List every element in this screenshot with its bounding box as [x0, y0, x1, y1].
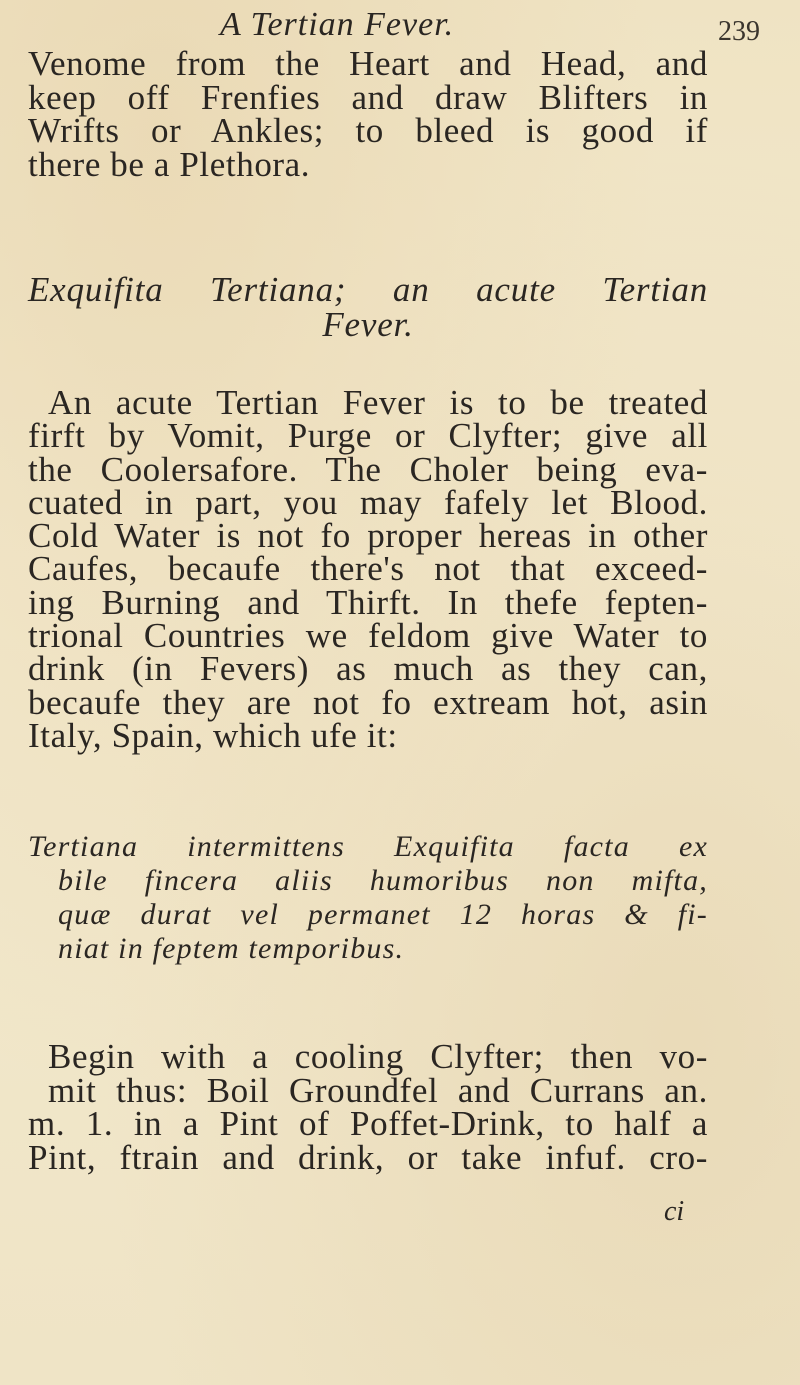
paragraph-1	[28, 44, 708, 184]
text-line: Italy, Spain, which ufe it:	[28, 715, 398, 755]
text-line: Begin with a cooling Clyfter; then vo-	[48, 1037, 708, 1076]
paragraph-3	[28, 1037, 708, 1177]
text-line: m. 1. in a Pint of Poffet-Drink, to half a	[28, 1104, 708, 1143]
heading-line: Fever.	[322, 305, 414, 344]
text-line: Pint, ftrain and drink, or take infuf. cro-	[28, 1137, 708, 1177]
heading-line: Exquifita Tertiana; an acute Tertian	[28, 270, 708, 309]
latin-line: quæ durat vel permanet 12 horas & fi-	[58, 898, 708, 931]
text-line: becaufe they are not fo extream hot, asin	[28, 682, 708, 722]
latin-passage	[28, 830, 708, 966]
text-line: ing Burning and Thirft. In thefe fepten-	[28, 582, 708, 622]
text-line: the Coolersafore. The Choler being eva-	[28, 449, 708, 489]
latin-line: bile fincera aliis humoribus non mifta,	[58, 864, 708, 897]
text-line: Cold Water is not fo proper hereas in other	[28, 516, 708, 556]
latin-line: Tertiana intermittens Exquifita facta ex	[28, 830, 708, 863]
catchword: ci	[664, 1196, 685, 1227]
text-line: Caufes, becaufe there's not that exceed-	[28, 549, 708, 589]
text-line: drink (in Fevers) as much as they can,	[28, 649, 708, 689]
paragraph-2	[28, 383, 708, 755]
page-header	[0, 6, 800, 46]
text-line: Wrifts or Ankles; to bleed is good if	[28, 111, 708, 150]
text-line: firft by Vomit, Purge or Clyfter; give all	[28, 416, 708, 456]
text-line: Venome from the Heart and Head, and	[28, 44, 708, 83]
text-line: An acute Tertian Fever is to be treated	[48, 383, 708, 422]
page-number: 239	[718, 16, 760, 47]
running-head: A Tertian Fever.	[220, 6, 455, 43]
text-line: trional Countries we feldom give Water to	[28, 616, 708, 656]
text-line: cuated in part, you may fafely let Blood.	[28, 482, 708, 522]
section-heading	[28, 272, 708, 342]
latin-line: niat in feptem temporibus.	[58, 932, 405, 965]
text-line: mit thus: Boil Groundfel and Currans an.	[48, 1070, 708, 1110]
text-line: keep off Frenfies and draw Blifters in	[28, 77, 708, 117]
text-line: there be a Plethora.	[28, 144, 311, 184]
